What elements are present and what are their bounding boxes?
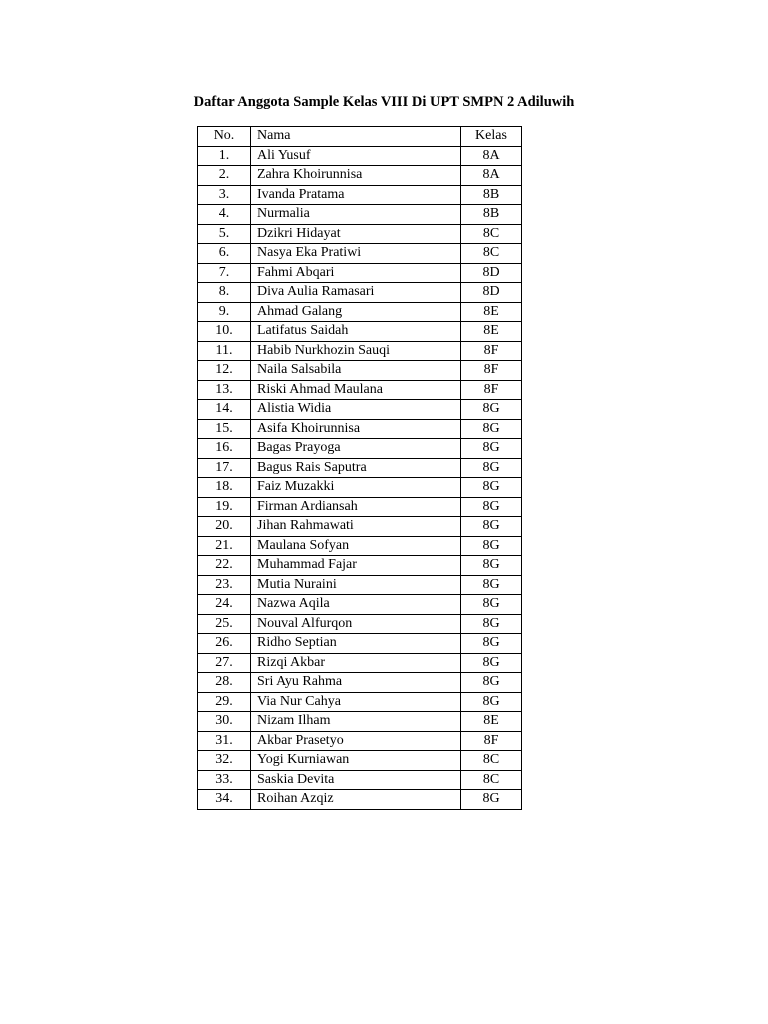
cell-nama: Firman Ardiansah: [251, 497, 461, 517]
table-row: [198, 634, 522, 654]
table-row: [198, 322, 522, 342]
cell-no: 9.: [198, 302, 251, 322]
header-kelas: Kelas: [461, 127, 522, 147]
cell-kelas: 8G: [461, 536, 522, 556]
cell-kelas: 8E: [461, 322, 522, 342]
cell-kelas: 8D: [461, 283, 522, 303]
table-row: [198, 380, 522, 400]
header-nama: Nama: [251, 127, 461, 147]
cell-no: 27.: [198, 653, 251, 673]
table-row: [198, 283, 522, 303]
cell-nama: Roihan Azqiz: [251, 790, 461, 810]
cell-nama: Nazwa Aqila: [251, 595, 461, 615]
table-row: [198, 400, 522, 420]
cell-no: 17.: [198, 458, 251, 478]
table-row: [198, 146, 522, 166]
cell-no: 6.: [198, 244, 251, 264]
cell-no: 8.: [198, 283, 251, 303]
cell-nama: Akbar Prasetyo: [251, 731, 461, 751]
cell-kelas: 8B: [461, 205, 522, 225]
cell-nama: Sri Ayu Rahma: [251, 673, 461, 693]
cell-no: 18.: [198, 478, 251, 498]
cell-kelas: 8G: [461, 692, 522, 712]
table-row: [198, 712, 522, 732]
cell-no: 16.: [198, 439, 251, 459]
table-row: [198, 673, 522, 693]
cell-kelas: 8G: [461, 419, 522, 439]
table-row: [198, 244, 522, 264]
table-row: [198, 302, 522, 322]
cell-nama: Fahmi Abqari: [251, 263, 461, 283]
cell-nama: Asifa Khoirunnisa: [251, 419, 461, 439]
cell-kelas: 8G: [461, 634, 522, 654]
cell-no: 7.: [198, 263, 251, 283]
cell-kelas: 8G: [461, 478, 522, 498]
cell-no: 26.: [198, 634, 251, 654]
cell-no: 23.: [198, 575, 251, 595]
cell-kelas: 8D: [461, 263, 522, 283]
cell-no: 5.: [198, 224, 251, 244]
cell-kelas: 8G: [461, 497, 522, 517]
cell-nama: Dzikri Hidayat: [251, 224, 461, 244]
cell-nama: Via Nur Cahya: [251, 692, 461, 712]
cell-nama: Riski Ahmad Maulana: [251, 380, 461, 400]
cell-no: 13.: [198, 380, 251, 400]
document-title: Daftar Anggota Sample Kelas VIII Di UPT SMPN 2 Adiluwih: [193, 94, 575, 110]
cell-no: 14.: [198, 400, 251, 420]
table-row: [198, 341, 522, 361]
cell-nama: Faiz Muzakki: [251, 478, 461, 498]
cell-no: 15.: [198, 419, 251, 439]
cell-nama: Alistia Widia: [251, 400, 461, 420]
table-row: [198, 536, 522, 556]
table-row: [198, 419, 522, 439]
table-row: [198, 439, 522, 459]
cell-no: 33.: [198, 770, 251, 790]
table-row: [198, 614, 522, 634]
cell-kelas: 8E: [461, 302, 522, 322]
cell-no: 25.: [198, 614, 251, 634]
cell-kelas: 8G: [461, 400, 522, 420]
cell-no: 21.: [198, 536, 251, 556]
cell-kelas: 8G: [461, 790, 522, 810]
cell-no: 2.: [198, 166, 251, 186]
cell-no: 30.: [198, 712, 251, 732]
cell-nama: Rizqi Akbar: [251, 653, 461, 673]
cell-nama: Ridho Septian: [251, 634, 461, 654]
cell-no: 22.: [198, 556, 251, 576]
cell-kelas: 8C: [461, 244, 522, 264]
cell-no: 1.: [198, 146, 251, 166]
cell-nama: Mutia Nuraini: [251, 575, 461, 595]
cell-no: 3.: [198, 185, 251, 205]
table-row: [198, 497, 522, 517]
cell-no: 12.: [198, 361, 251, 381]
cell-kelas: 8G: [461, 673, 522, 693]
cell-no: 24.: [198, 595, 251, 615]
cell-kelas: 8F: [461, 341, 522, 361]
cell-nama: Nurmalia: [251, 205, 461, 225]
cell-nama: Yogi Kurniawan: [251, 751, 461, 771]
cell-no: 10.: [198, 322, 251, 342]
cell-kelas: 8G: [461, 653, 522, 673]
cell-nama: Naila Salsabila: [251, 361, 461, 381]
table-row: [198, 185, 522, 205]
cell-kelas: 8B: [461, 185, 522, 205]
cell-nama: Muhammad Fajar: [251, 556, 461, 576]
cell-nama: Nasya Eka Pratiwi: [251, 244, 461, 264]
cell-no: 32.: [198, 751, 251, 771]
cell-kelas: 8C: [461, 751, 522, 771]
cell-nama: Habib Nurkhozin Sauqi: [251, 341, 461, 361]
table-row: [198, 653, 522, 673]
table-row: [198, 517, 522, 537]
cell-kelas: 8F: [461, 380, 522, 400]
table-row: [198, 166, 522, 186]
table-header-row: [198, 127, 522, 147]
cell-kelas: 8G: [461, 458, 522, 478]
cell-nama: Nouval Alfurqon: [251, 614, 461, 634]
table-row: [198, 458, 522, 478]
table-row: [198, 731, 522, 751]
table-row: [198, 770, 522, 790]
table-row: [198, 790, 522, 810]
table-row: [198, 478, 522, 498]
table-row: [198, 692, 522, 712]
header-no: No.: [198, 127, 251, 147]
table-row: [198, 361, 522, 381]
cell-no: 4.: [198, 205, 251, 225]
cell-no: 29.: [198, 692, 251, 712]
cell-no: 19.: [198, 497, 251, 517]
table-row: [198, 556, 522, 576]
cell-kelas: 8G: [461, 517, 522, 537]
cell-kelas: 8G: [461, 439, 522, 459]
cell-kelas: 8A: [461, 146, 522, 166]
table-row: [198, 224, 522, 244]
cell-kelas: 8E: [461, 712, 522, 732]
cell-no: 31.: [198, 731, 251, 751]
cell-nama: Jihan Rahmawati: [251, 517, 461, 537]
cell-kelas: 8C: [461, 224, 522, 244]
cell-nama: Ahmad Galang: [251, 302, 461, 322]
cell-nama: Latifatus Saidah: [251, 322, 461, 342]
cell-kelas: 8F: [461, 731, 522, 751]
cell-no: 28.: [198, 673, 251, 693]
cell-nama: Zahra Khoirunnisa: [251, 166, 461, 186]
cell-nama: Maulana Sofyan: [251, 536, 461, 556]
table-row: [198, 575, 522, 595]
table-row: [198, 751, 522, 771]
cell-kelas: 8G: [461, 575, 522, 595]
cell-no: 11.: [198, 341, 251, 361]
cell-nama: Ivanda Pratama: [251, 185, 461, 205]
cell-nama: Saskia Devita: [251, 770, 461, 790]
cell-kelas: 8F: [461, 361, 522, 381]
cell-nama: Bagus Rais Saputra: [251, 458, 461, 478]
cell-kelas: 8C: [461, 770, 522, 790]
cell-kelas: 8G: [461, 556, 522, 576]
table-body: [198, 146, 522, 809]
cell-nama: Nizam Ilham: [251, 712, 461, 732]
cell-nama: Ali Yusuf: [251, 146, 461, 166]
member-table: [197, 126, 522, 810]
cell-no: 34.: [198, 790, 251, 810]
table-row: [198, 595, 522, 615]
cell-nama: Bagas Prayoga: [251, 439, 461, 459]
cell-no: 20.: [198, 517, 251, 537]
cell-nama: Diva Aulia Ramasari: [251, 283, 461, 303]
table-row: [198, 205, 522, 225]
cell-kelas: 8G: [461, 595, 522, 615]
cell-kelas: 8G: [461, 614, 522, 634]
cell-kelas: 8A: [461, 166, 522, 186]
table-row: [198, 263, 522, 283]
